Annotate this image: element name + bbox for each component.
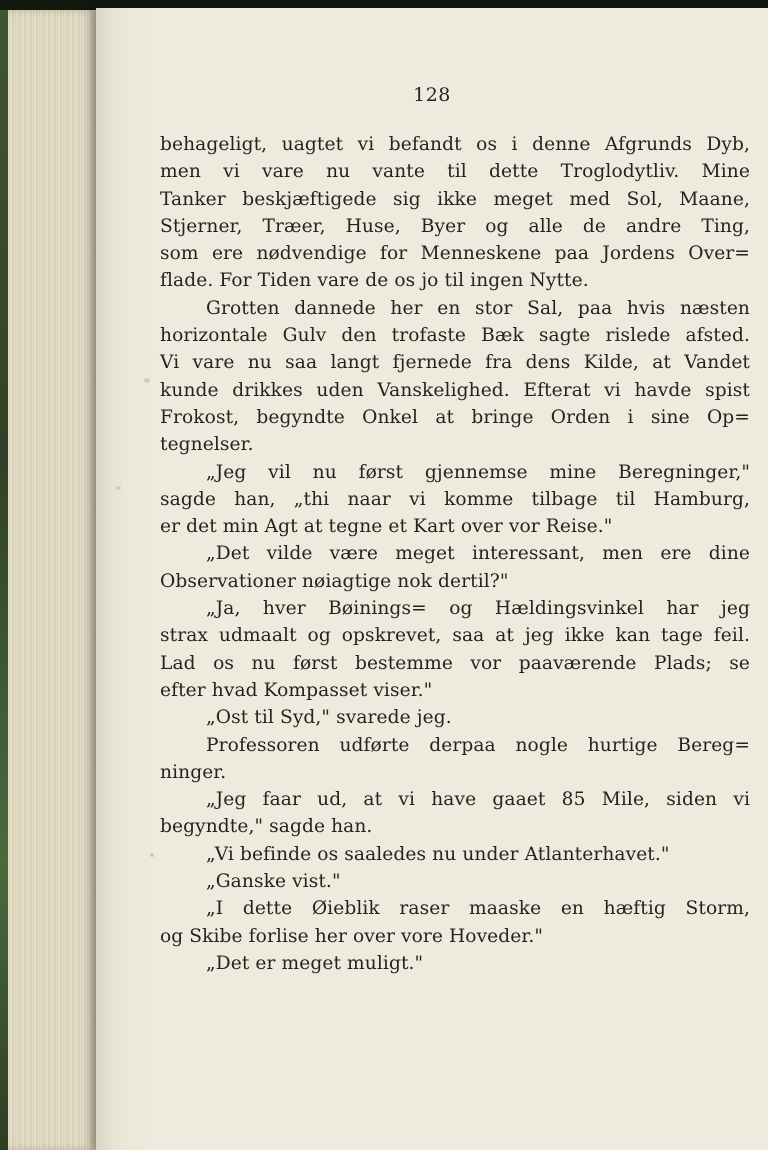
text-line: kunde drikkes uden Vanskelighed. Efterat vi havde spist — [160, 379, 750, 401]
text-line: Tanker beskjæftigede sig ikke meget med Sol, Maane, — [160, 188, 750, 210]
body-text — [160, 131, 750, 977]
text-line: Grotten dannede her en stor Sal, paa hvis næsten — [206, 297, 750, 319]
text-line: „Vi befinde os saaledes nu under Atlanterhavet." — [206, 843, 670, 865]
page-edges-stack — [8, 10, 100, 1150]
text-line: „Jeg vil nu først gjennemse mine Beregninger," — [206, 461, 750, 483]
paper-foxing-spot — [150, 853, 154, 857]
text-line: Lad os nu først bestemme vor paaværende Plads; se — [160, 652, 750, 674]
text-line: Professoren udførte derpaa nogle hurtige Bereg= — [206, 734, 750, 756]
text-line: „Ja, hver Bøinings= og Hældingsvinkel har jeg — [206, 598, 750, 620]
text-line: Vi vare nu saa langt fjernede fra dens Kilde, at Vandet — [160, 352, 750, 374]
paper-foxing-spot — [144, 378, 150, 383]
text-line: Observationer nøiagtige nok dertil?" — [160, 570, 509, 592]
text-line: strax udmaalt og opskrevet, saa at jeg ikke kan tage feil. — [160, 625, 750, 647]
text-line: flade. For Tiden vare de os jo til ingen Nytte. — [160, 270, 589, 292]
text-line: horizontale Gulv den trofaste Bæk sagte rislede afsted. — [160, 325, 750, 347]
text-line: sagde han, „thi naar vi komme tilbage til Hamburg, — [160, 488, 750, 510]
text-line: Stjerner, Træer, Huse, Byer og alle de andre Ting, — [160, 215, 750, 237]
text-line: ninger. — [160, 761, 227, 783]
paper-foxing-spot — [116, 486, 121, 490]
text-line: behageligt, uagtet vi befandt os i denne Afgrunds Dyb, — [160, 134, 750, 155]
text-line: som ere nødvendige for Menneskene paa Jordens Over= — [160, 243, 750, 265]
text-line: „Ost til Syd," svarede jeg. — [206, 707, 452, 729]
text-line: „Ganske vist." — [206, 871, 341, 893]
text-line: „I dette Øieblik raser maaske en hæftig Storm, — [206, 898, 750, 920]
text-line: tegnelser. — [160, 434, 254, 456]
text-line: er det min Agt at tegne et Kart over vor Reise." — [160, 516, 613, 538]
page-number: 128 — [413, 84, 451, 106]
text-line: men vi vare nu vante til dette Troglodytliv. Mine — [160, 161, 750, 183]
text-line: og Skibe forlise her over vore Hoveder." — [160, 925, 544, 947]
text-line: „Det vilde være meget interessant, men ere dine — [206, 543, 750, 565]
text-line: „Jeg faar ud, at vi have gaaet 85 Mile, siden vi — [206, 789, 750, 811]
text-line: begyndte," sagde han. — [160, 816, 373, 838]
text-line: „Det er meget muligt." — [206, 952, 424, 974]
text-line: efter hvad Kompasset viser." — [160, 679, 433, 701]
text-line: Frokost, begyndte Onkel at bringe Orden i sine Op= — [160, 406, 750, 428]
